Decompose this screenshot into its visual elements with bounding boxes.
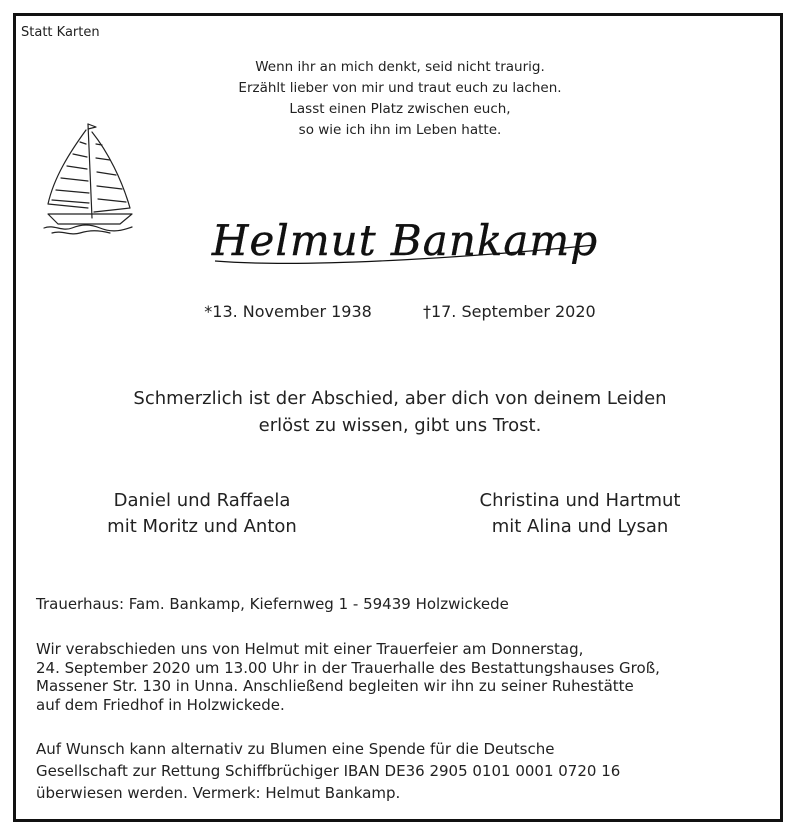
- donation-line: Auf Wunsch kann alternativ zu Blumen eine Spende für die Deutsche: [36, 740, 555, 758]
- signature-text: Helmut Bankamp: [211, 216, 599, 265]
- family-line: Daniel und Raffaela: [113, 490, 291, 511]
- poem-line: Wenn ihr an mich denkt, seid nicht traurig.: [255, 59, 545, 75]
- signature-name: [195, 195, 615, 280]
- quote-line: Schmerzlich ist der Abschied, aber dich von deinem Leiden: [133, 388, 667, 409]
- poem-line: Erzählt lieber von mir und traut euch zu lachen.: [238, 80, 562, 96]
- donation-line: Gesellschaft zur Rettung Schiffbrüchiger IBAN DE36 2905 0101 0001 0720 16: [36, 762, 621, 780]
- comfort-quote: [80, 385, 720, 439]
- sailboat-icon: [40, 122, 140, 237]
- ceremony-line: auf dem Friedhof in Holzwickede.: [36, 695, 285, 714]
- family-line: mit Moritz und Anton: [107, 516, 297, 537]
- ceremony-line: Massener Str. 130 in Unna. Anschließend begleiten wir ihn zu seiner Ruhestätte: [36, 677, 634, 695]
- poem: [180, 57, 620, 141]
- birth-date: *13. November 1938: [204, 302, 372, 321]
- death-date: †17. September 2020: [422, 302, 596, 321]
- ceremony-line: 24. September 2020 um 13.00 Uhr in der Trauerhalle des Bestattungshauses Groß,: [36, 658, 660, 677]
- ceremony-info: [36, 640, 660, 714]
- family-right: [420, 488, 740, 540]
- ceremony-line: Wir verabschieden uns von Helmut mit einer Trauerfeier am Donnerstag,: [36, 640, 584, 658]
- poem-line: so wie ich ihn im Leben hatte.: [298, 122, 502, 138]
- quote-line: erlöst zu wissen, gibt uns Trost.: [258, 415, 542, 436]
- family-line: mit Alina und Lysan: [491, 516, 669, 537]
- poem-line: Lasst einen Platz zwischen euch,: [289, 101, 511, 117]
- family-left: [42, 488, 362, 540]
- life-dates: [100, 302, 700, 321]
- header-note: Statt Karten: [21, 25, 100, 40]
- mourning-house-address: Trauerhaus: Fam. Bankamp, Kiefernweg 1 - 59439 Holzwickede: [36, 595, 509, 613]
- donation-info: [36, 738, 620, 804]
- family-line: Christina und Hartmut: [479, 490, 681, 511]
- donation-line: überwiesen werden. Vermerk: Helmut Bankamp.: [36, 784, 401, 802]
